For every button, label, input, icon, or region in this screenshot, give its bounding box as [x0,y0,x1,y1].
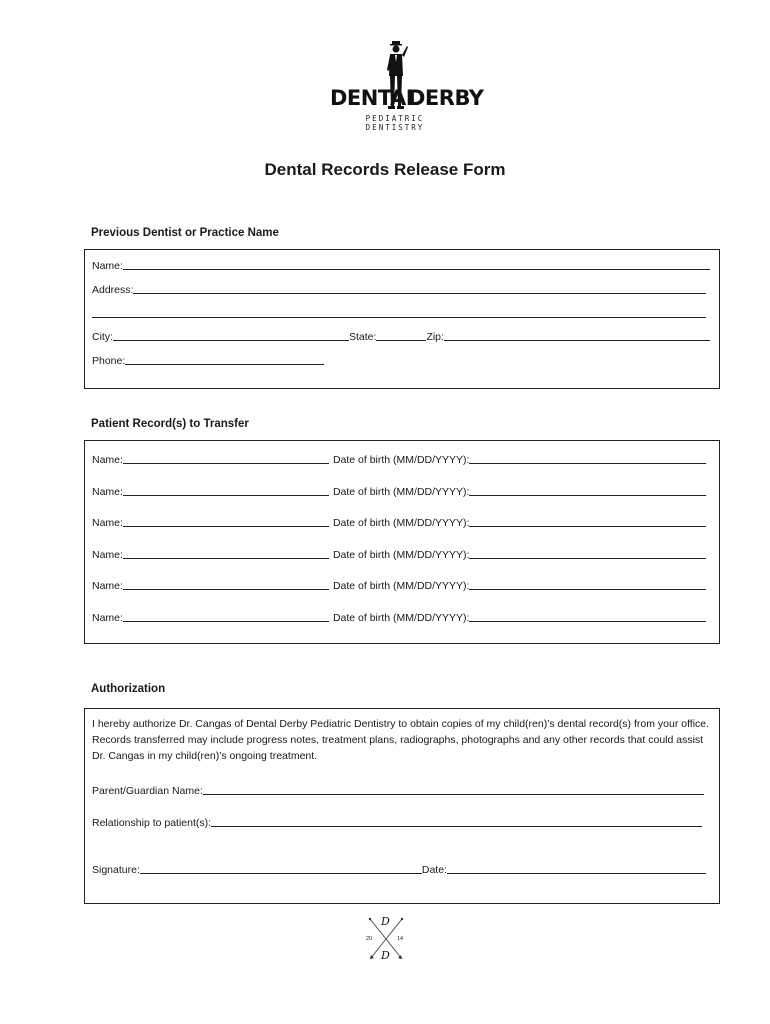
signature-label: Signature: [92,864,140,876]
zip-label: Zip: [426,331,444,343]
patient-name-label: Name: [92,580,123,592]
patient-row [92,450,706,466]
name-label: Name: [92,260,123,272]
patient-name-input-line[interactable] [123,452,329,464]
patient-dob-input-line[interactable] [469,484,706,496]
previous-dentist-name-field[interactable] [92,256,710,272]
patient-row [92,608,706,624]
relationship-label: Relationship to patient(s): [92,817,212,829]
patient-name-label: Name: [92,612,123,624]
city-input-line[interactable] [113,329,349,341]
logo-word-derby: DERBY [408,86,484,110]
city-state-zip-row [92,327,710,343]
phone-field[interactable] [92,351,324,367]
patient-name-label: Name: [92,549,123,561]
patient-row [92,482,706,498]
patient-records-heading: Patient Record(s) to Transfer [91,418,249,430]
monogram-letter-top: D [381,915,390,928]
patient-name-label: Name: [92,486,123,498]
guardian-name-input-line[interactable] [203,783,704,795]
guardian-name-field[interactable] [92,781,704,797]
patient-dob-label: Date of birth (MM/DD/YYYY): [332,454,470,466]
patient-dob-label: Date of birth (MM/DD/YYYY): [332,486,470,498]
patient-dob-input-line[interactable] [469,547,706,559]
monogram-year-right: 14 [397,936,404,942]
patient-name-input-line[interactable] [123,515,329,527]
address-label: Address: [92,284,134,296]
relationship-field[interactable] [92,813,702,829]
phone-input-line[interactable] [125,353,324,365]
authorization-heading: Authorization [91,683,166,695]
form-title: Dental Records Release Form [264,160,506,179]
zip-input-line[interactable] [444,329,710,341]
address-field[interactable] [92,280,706,296]
dental-derby-logo [320,40,484,132]
address-input-line[interactable] [133,282,706,294]
patient-dob-label: Date of birth (MM/DD/YYYY): [332,580,470,592]
patient-name-input-line[interactable] [123,610,329,622]
name-input-line[interactable] [123,258,710,270]
signature-date-row [92,860,706,876]
patient-name-input-line[interactable] [123,578,329,590]
patient-row [92,513,706,529]
patient-name-label: Name: [92,517,123,529]
state-input-line[interactable] [376,329,426,341]
date-label: Date: [421,864,447,876]
city-label: City: [92,331,113,343]
address-line-2-field[interactable] [92,304,706,320]
patient-dob-label: Date of birth (MM/DD/YYYY): [332,612,470,624]
patient-dob-input-line[interactable] [469,610,706,622]
guardian-name-label: Parent/Guardian Name: [92,785,203,797]
address-line-2-input-line[interactable] [92,306,706,318]
signature-input-line[interactable] [140,862,422,874]
patient-row [92,545,706,561]
logo-word-dental: DENTAL [330,86,419,110]
monogram-letter-bottom: D [381,949,390,962]
patient-name-label: Name: [92,454,123,466]
logo-subtitle: PEDIATRIC DENTISTRY [365,114,425,132]
state-label: State: [349,331,377,343]
patient-name-input-line[interactable] [123,484,329,496]
patient-dob-label: Date of birth (MM/DD/YYYY): [332,517,470,529]
footer-monogram [362,915,410,965]
previous-dentist-heading: Previous Dentist or Practice Name [91,227,279,239]
patient-dob-input-line[interactable] [469,452,706,464]
phone-label: Phone: [92,355,126,367]
patient-dob-label: Date of birth (MM/DD/YYYY): [332,549,470,561]
patient-dob-input-line[interactable] [469,578,706,590]
monogram-year-left: 20 [366,936,373,942]
relationship-input-line[interactable] [211,815,702,827]
patient-row [92,576,706,592]
patient-dob-input-line[interactable] [469,515,706,527]
authorization-statement: I hereby authorize Dr. Cangas of Dental Derby Pediatric Dentistry to obtain copies of my child(ren)’s dental record(s) from your office. Records transferred may include progress notes, treatment plans, radiographs, photographs and any other records that could assist Dr. Cangas in my child(ren)’s ongoing treatment. [92,718,710,762]
patient-name-input-line[interactable] [123,547,329,559]
date-input-line[interactable] [447,862,706,874]
